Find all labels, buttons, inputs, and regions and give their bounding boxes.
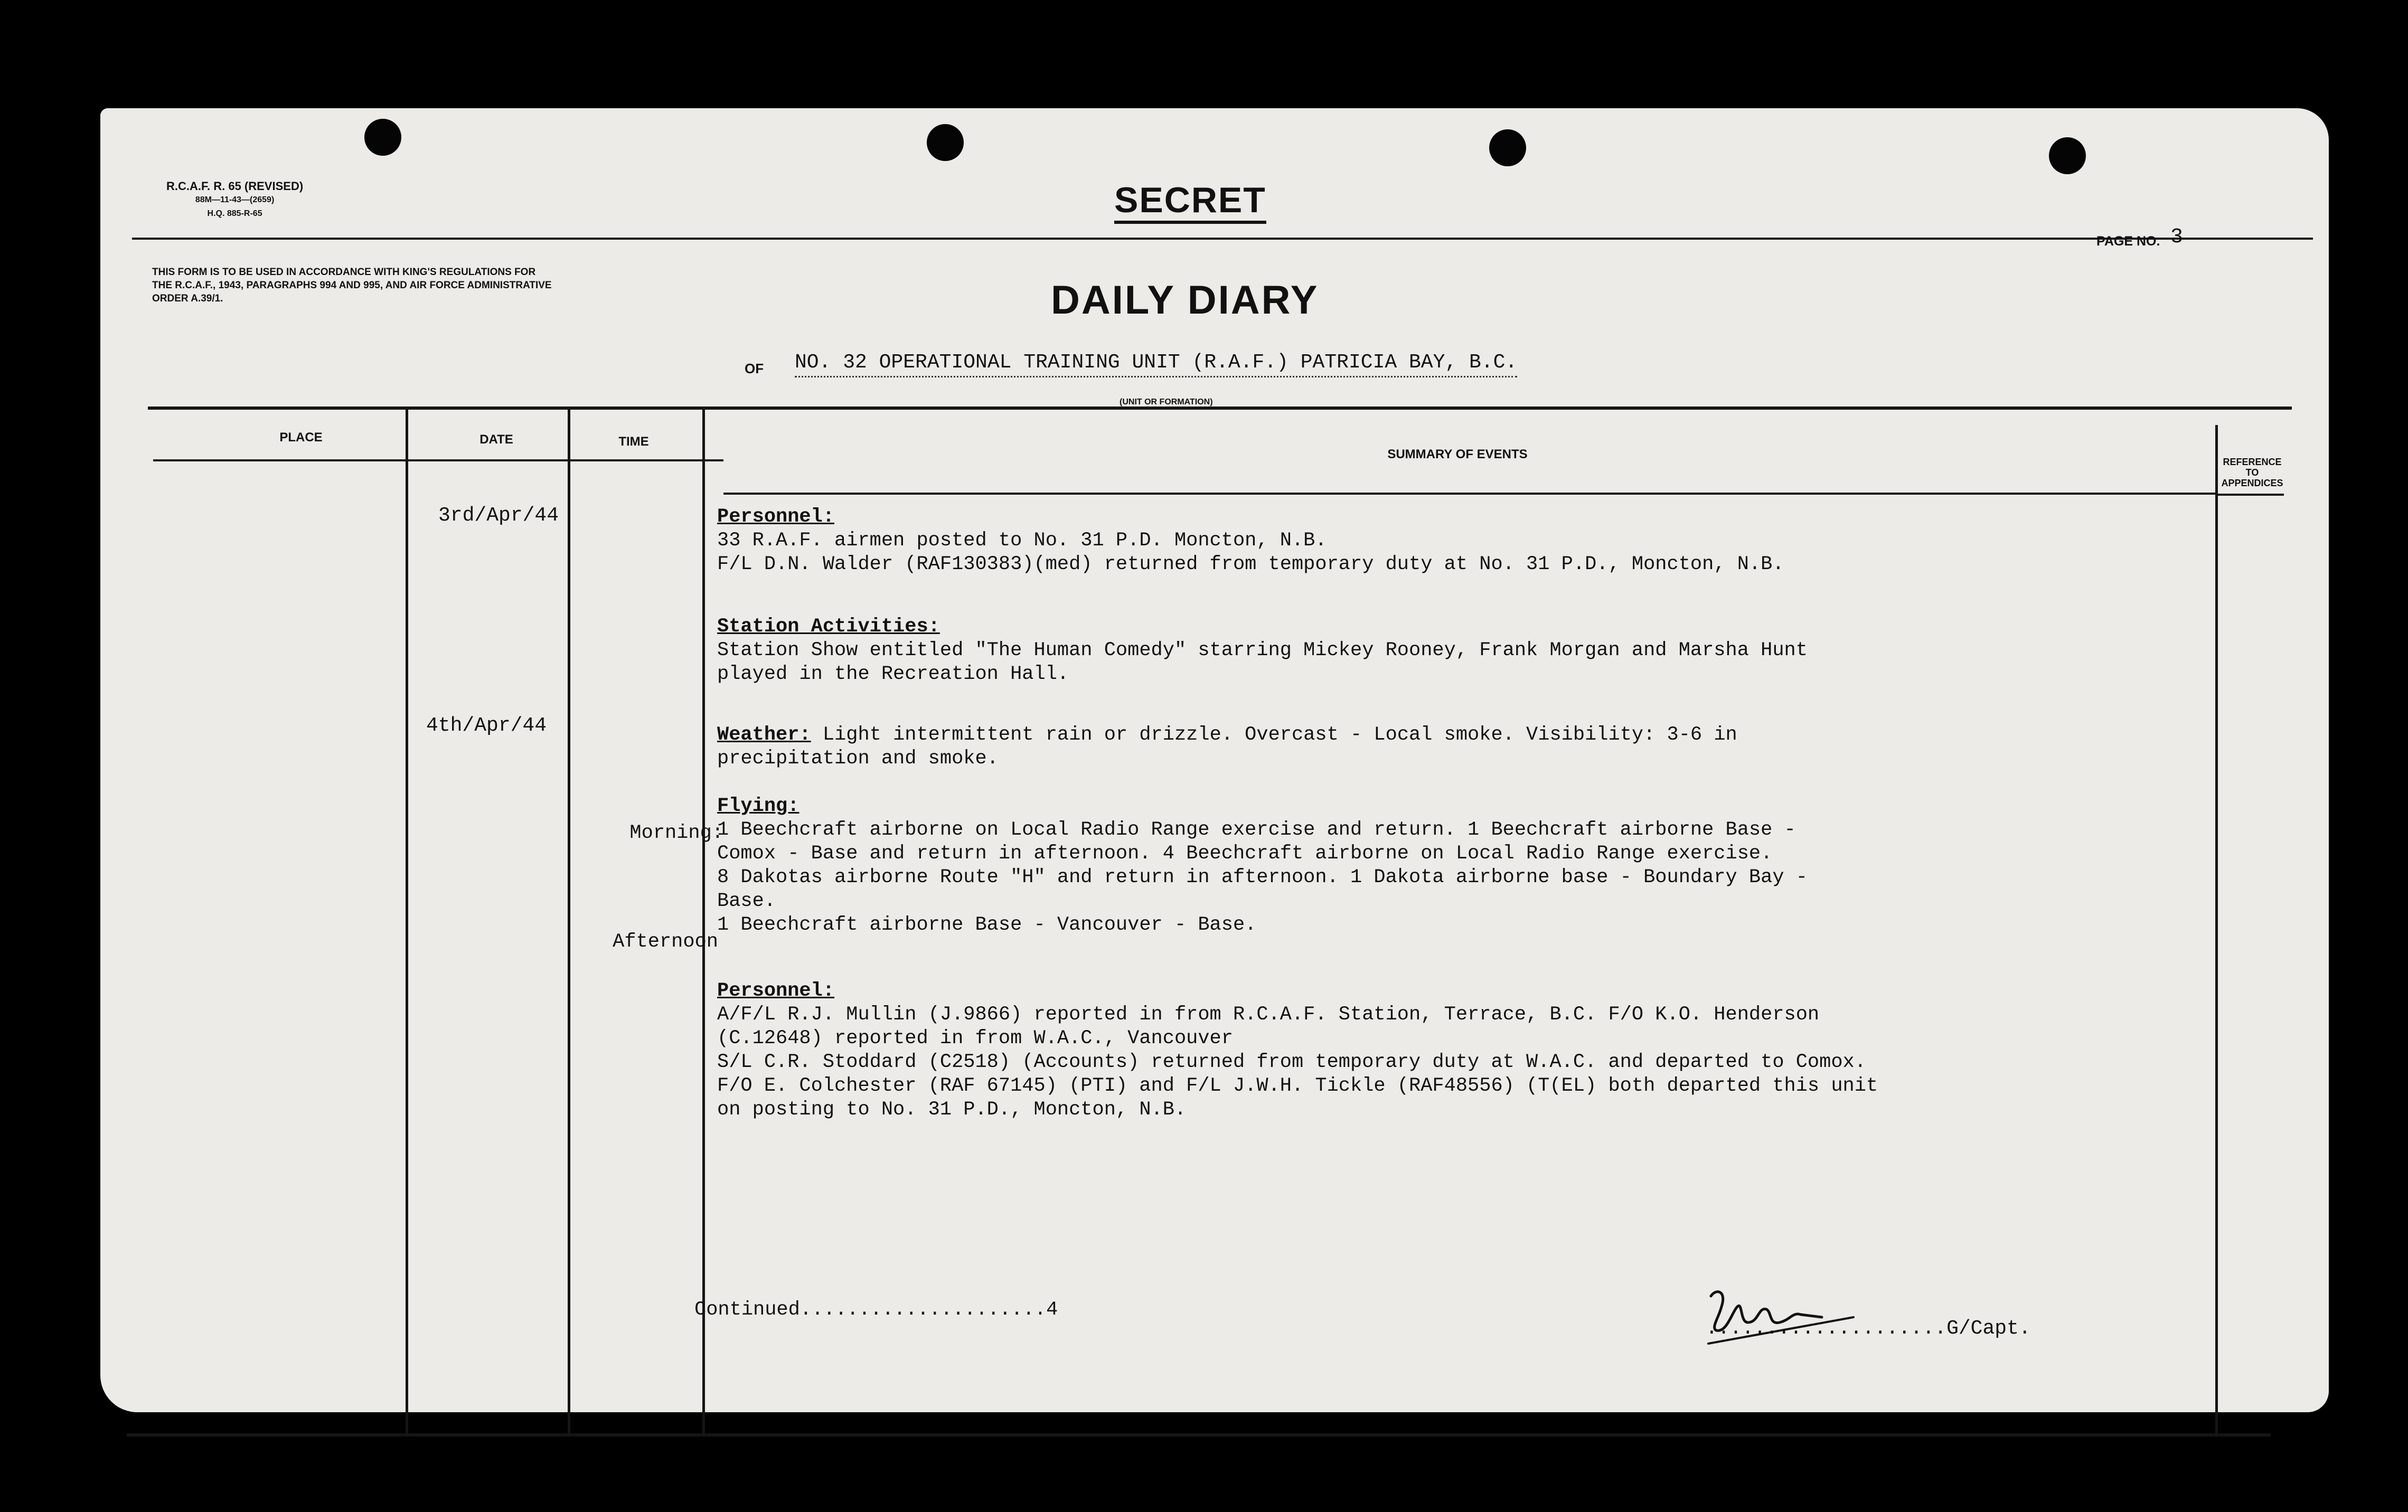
entry-line: played in the Recreation Hall. (717, 663, 1069, 685)
unit-caption: (UNIT OR FORMATION) (1120, 398, 1213, 407)
entry-time: Morning: (629, 822, 723, 844)
form-code (166, 179, 303, 221)
column-header-summary: SUMMARY OF EVENTS (1387, 447, 1528, 461)
entry-station-activities (717, 615, 1808, 686)
entry-heading: Personnel: (717, 506, 835, 528)
unit-name: NO. 32 OPERATIONAL TRAINING UNIT (R.A.F.) PATRICIA BAY, B.C. (795, 351, 1517, 377)
column-header-place: PLACE (279, 430, 323, 445)
unit-of-label: OF (745, 361, 764, 376)
page-number-label: PAGE NO. (2096, 234, 2160, 249)
entry-line: Station Show entitled "The Human Comedy" starring Mickey Rooney, Frank Morgan and Marsha Hunt (717, 639, 1808, 662)
table-top-rule (148, 407, 2292, 410)
punch-hole (364, 119, 401, 156)
form-code-line: H.Q. 885-R-65 (207, 209, 262, 218)
form-code-line: 88M—11-43—(2659) (195, 195, 275, 204)
header-rule (132, 238, 2313, 240)
column-header-rule (153, 459, 723, 461)
entry-personnel (717, 505, 1784, 577)
entry-heading: Flying: (717, 795, 799, 817)
entry-line: A/F/L R.J. Mullin (J.9866) reported in from R.C.A.F. Station, Terrace, B.C. F/O K.O. Henderson (717, 1004, 1820, 1026)
entry-heading: Weather: (717, 724, 811, 746)
form-code-line: R.C.A.F. R. 65 (REVISED) (166, 179, 304, 193)
page-number: 3 (2170, 225, 2184, 249)
entry-line (717, 723, 1737, 747)
column-divider (702, 409, 705, 1436)
column-header-date: DATE (479, 432, 513, 447)
entry-line: F/L D.N. Walder (RAF130383)(med) returned from temporary duty at No. 31 P.D., Moncton, N.B. (717, 553, 1784, 575)
entry-line: Base. (717, 890, 776, 912)
entry-line: 1 Beechcraft airborne Base - Vancouver - Base. (717, 914, 1257, 936)
entry-line: Comox - Base and return in afternoon. 4 Beechcraft airborne on Local Radio Range exercise. (717, 843, 1773, 865)
entry-line: 33 R.A.F. airmen posted to No. 31 P.D. Moncton, N.B. (717, 530, 1327, 552)
column-header-rule (723, 493, 2215, 495)
column-divider (2215, 425, 2218, 1436)
entry-time: Afternoon (613, 931, 718, 953)
punch-hole (2049, 137, 2086, 174)
column-divider (568, 409, 570, 1436)
entry-line: on posting to No. 31 P.D., Moncton, N.B. (717, 1099, 1187, 1121)
diary-sheet (100, 108, 2329, 1412)
entry-heading: Station Activities: (717, 616, 940, 638)
classification-stamp: SECRET (1114, 179, 1266, 224)
column-header-rule (2215, 494, 2284, 496)
column-header-time: TIME (618, 434, 649, 449)
table-bottom-rule (127, 1433, 2271, 1437)
form-title: DAILY DIARY (1051, 278, 1319, 323)
column-divider (406, 409, 408, 1436)
entry-line: (C.12648) reported in from W.A.C., Vancouver (717, 1027, 1233, 1050)
punch-hole (927, 124, 964, 161)
entry-flying (717, 795, 1808, 937)
entry-date: 3rd/Apr/44 (438, 504, 559, 527)
entry-line: F/O E. Colchester (RAF 67145) (PTI) and F/L J.W.H. Tickle (RAF48556) (T(EL) both departed this unit (717, 1075, 1878, 1097)
entry-line: S/L C.R. Stoddard (C2518) (Accounts) returned from temporary duty at W.A.C. and departed to Comox. (717, 1051, 1866, 1073)
entry-date: 4th/Apr/44 (426, 714, 547, 737)
entry-heading: Personnel: (717, 980, 835, 1002)
entry-line: 8 Dakotas airborne Route "H" and return in afternoon. 1 Dakota airborne base - Boundary Bay - (717, 866, 1808, 889)
signature-line: ....................G/Capt. (1706, 1317, 2031, 1340)
entry-weather (717, 723, 1737, 771)
continued-note: Continued.....................4 (694, 1299, 1058, 1321)
entry-line: precipitation and smoke. (717, 748, 999, 770)
entry-line: 1 Beechcraft airborne on Local Radio Range exercise and return. 1 Beechcraft airborne Base - (717, 819, 1796, 841)
column-header-reference: REFERENCE TO APPENDICES (2221, 457, 2283, 488)
entry-personnel (717, 979, 1878, 1122)
entry-line-text: Light intermittent rain or drizzle. Overcast - Local smoke. Visibility: 3-6 in (811, 724, 1737, 746)
form-instructions: THIS FORM IS TO BE USED IN ACCORDANCE WITH KING'S REGULATIONS FOR THE R.C.A.F., 1943, PARAGRAPHS 994 AND 995, AND AIR FORCE ADMINISTRATIVE ORDER A.39/1. (152, 267, 552, 304)
punch-hole (1489, 129, 1526, 166)
